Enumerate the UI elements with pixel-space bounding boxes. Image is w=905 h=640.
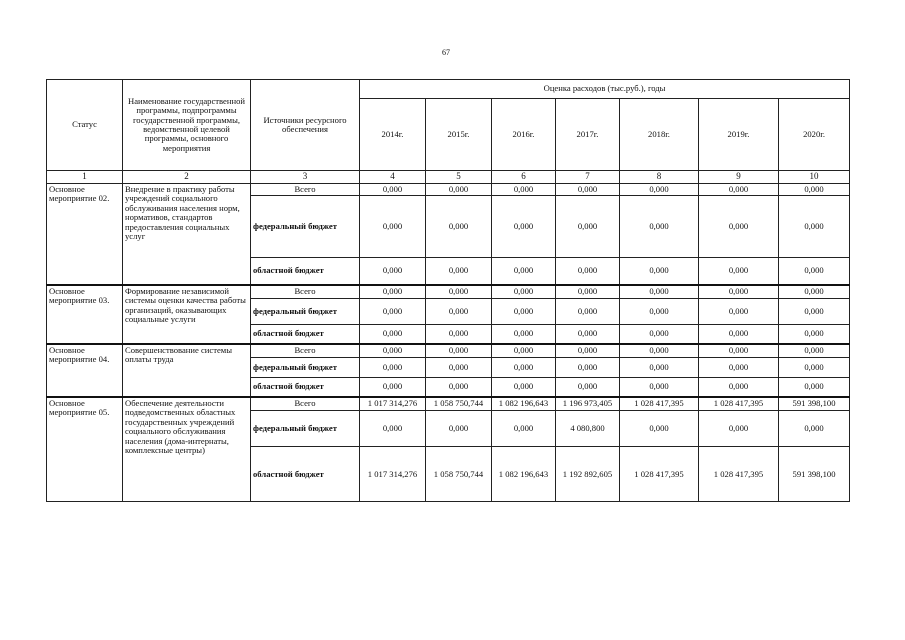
- value-cell: 1 028 417,395: [699, 447, 779, 502]
- value-cell: 0,000: [426, 358, 492, 378]
- column-index: 3: [251, 171, 360, 184]
- value-cell: 0,000: [556, 378, 620, 397]
- program-name-cell: Совершенствование системы оплаты труда: [123, 344, 251, 397]
- value-cell: 0,000: [556, 358, 620, 378]
- value-cell: 0,000: [620, 285, 699, 299]
- header-year: 2015г.: [426, 99, 492, 171]
- value-cell: 0,000: [360, 344, 426, 358]
- column-index: 8: [620, 171, 699, 184]
- column-index: 5: [426, 171, 492, 184]
- value-cell: 1 082 196,643: [492, 447, 556, 502]
- value-cell: 0,000: [556, 183, 620, 195]
- value-cell: 0,000: [620, 183, 699, 195]
- value-cell: 1 017 314,276: [360, 397, 426, 411]
- value-cell: 0,000: [779, 358, 850, 378]
- value-cell: 0,000: [620, 411, 699, 447]
- value-cell: 0,000: [699, 183, 779, 195]
- value-cell: 0,000: [556, 325, 620, 344]
- value-cell: 0,000: [360, 358, 426, 378]
- value-cell: 4 080,800: [556, 411, 620, 447]
- status-cell: Основное мероприятие 03.: [47, 285, 123, 344]
- header-year: 2018г.: [620, 99, 699, 171]
- status-cell: Основное мероприятие 02.: [47, 183, 123, 284]
- program-name-cell: Обеспечение деятельности подведомственных областных государственных учреждений социального обслуживания населения (дома-интернаты, комплексные центры): [123, 397, 251, 502]
- source-cell: федеральный бюджет: [251, 358, 360, 378]
- value-cell: 0,000: [426, 411, 492, 447]
- budget-table: [46, 79, 850, 502]
- value-cell: 1 028 417,395: [699, 397, 779, 411]
- value-cell: 1 082 196,643: [492, 397, 556, 411]
- value-cell: 1 058 750,744: [426, 397, 492, 411]
- value-cell: 0,000: [779, 183, 850, 195]
- value-cell: 1 028 417,395: [620, 447, 699, 502]
- value-cell: 0,000: [779, 411, 850, 447]
- value-cell: 0,000: [779, 196, 850, 258]
- source-cell: Всего: [251, 344, 360, 358]
- value-cell: 0,000: [556, 299, 620, 325]
- value-cell: 0,000: [360, 411, 426, 447]
- value-cell: 0,000: [426, 344, 492, 358]
- value-cell: 0,000: [556, 344, 620, 358]
- value-cell: 1 058 750,744: [426, 447, 492, 502]
- header-year: 2017г.: [556, 99, 620, 171]
- source-cell: областной бюджет: [251, 447, 360, 502]
- source-cell: федеральный бюджет: [251, 196, 360, 258]
- value-cell: 0,000: [492, 196, 556, 258]
- header-sources: Источники ресурсного обеспечения: [251, 80, 360, 171]
- column-index: 4: [360, 171, 426, 184]
- status-cell: Основное мероприятие 04.: [47, 344, 123, 397]
- value-cell: 0,000: [699, 285, 779, 299]
- value-cell: 1 192 892,605: [556, 447, 620, 502]
- value-cell: 0,000: [779, 299, 850, 325]
- value-cell: 0,000: [620, 344, 699, 358]
- value-cell: 0,000: [699, 411, 779, 447]
- value-cell: 0,000: [699, 378, 779, 397]
- source-cell: Всего: [251, 183, 360, 195]
- source-cell: областной бюджет: [251, 258, 360, 285]
- header-program-name: Наименование государственной программы, подпрограммы государственной программы, ведомственной целевой программы, основного мероприятия: [123, 80, 251, 171]
- header-costs: Оценка расходов (тыс.руб.), годы: [360, 80, 850, 99]
- value-cell: 1 196 973,405: [556, 397, 620, 411]
- source-cell: областной бюджет: [251, 325, 360, 344]
- value-cell: 0,000: [779, 378, 850, 397]
- value-cell: 0,000: [360, 183, 426, 195]
- column-index: 1: [47, 171, 123, 184]
- value-cell: 1 028 417,395: [620, 397, 699, 411]
- value-cell: 0,000: [492, 183, 556, 195]
- value-cell: 0,000: [556, 196, 620, 258]
- value-cell: 0,000: [779, 258, 850, 285]
- value-cell: 0,000: [492, 411, 556, 447]
- value-cell: 0,000: [620, 299, 699, 325]
- value-cell: 0,000: [426, 285, 492, 299]
- value-cell: 0,000: [492, 258, 556, 285]
- value-cell: 0,000: [426, 299, 492, 325]
- value-cell: 591 398,100: [779, 397, 850, 411]
- table-row: [47, 183, 850, 195]
- value-cell: 0,000: [426, 183, 492, 195]
- table-row: [47, 285, 850, 299]
- value-cell: 0,000: [492, 285, 556, 299]
- value-cell: 0,000: [620, 378, 699, 397]
- column-index: 7: [556, 171, 620, 184]
- source-cell: Всего: [251, 397, 360, 411]
- value-cell: 0,000: [620, 196, 699, 258]
- source-cell: федеральный бюджет: [251, 411, 360, 447]
- value-cell: 0,000: [699, 299, 779, 325]
- header-year: 2020г.: [779, 99, 850, 171]
- value-cell: 0,000: [492, 378, 556, 397]
- value-cell: 0,000: [426, 378, 492, 397]
- source-cell: Всего: [251, 285, 360, 299]
- program-name-cell: Внедрение в практику работы учреждений социального обслуживания населения норм, нормативов, стандартов предоставления социальных услуг: [123, 183, 251, 284]
- source-cell: областной бюджет: [251, 378, 360, 397]
- value-cell: 0,000: [492, 344, 556, 358]
- value-cell: 0,000: [620, 258, 699, 285]
- value-cell: 0,000: [492, 358, 556, 378]
- value-cell: 0,000: [360, 258, 426, 285]
- value-cell: 0,000: [699, 344, 779, 358]
- status-cell: Основное мероприятие 05.: [47, 397, 123, 502]
- column-index: 6: [492, 171, 556, 184]
- value-cell: 0,000: [360, 299, 426, 325]
- value-cell: 0,000: [699, 358, 779, 378]
- value-cell: 0,000: [426, 258, 492, 285]
- header-status: Статус: [47, 80, 123, 171]
- column-index: 9: [699, 171, 779, 184]
- value-cell: 0,000: [426, 325, 492, 344]
- header-year: 2014г.: [360, 99, 426, 171]
- header-year: 2016г.: [492, 99, 556, 171]
- value-cell: 0,000: [779, 325, 850, 344]
- value-cell: 0,000: [360, 285, 426, 299]
- value-cell: 0,000: [360, 325, 426, 344]
- table-row: [47, 344, 850, 358]
- value-cell: 0,000: [360, 196, 426, 258]
- value-cell: 0,000: [779, 285, 850, 299]
- value-cell: 0,000: [556, 285, 620, 299]
- column-index: 2: [123, 171, 251, 184]
- program-name-cell: Формирование независимой системы оценки качества работы организаций, оказывающих социальные услуги: [123, 285, 251, 344]
- value-cell: 591 398,100: [779, 447, 850, 502]
- value-cell: 0,000: [556, 258, 620, 285]
- column-index: 10: [779, 171, 850, 184]
- source-cell: федеральный бюджет: [251, 299, 360, 325]
- value-cell: 0,000: [699, 258, 779, 285]
- value-cell: 0,000: [426, 196, 492, 258]
- value-cell: 0,000: [620, 358, 699, 378]
- value-cell: 0,000: [779, 344, 850, 358]
- header-year: 2019г.: [699, 99, 779, 171]
- value-cell: 0,000: [492, 299, 556, 325]
- table-row: [47, 397, 850, 411]
- value-cell: 0,000: [699, 325, 779, 344]
- value-cell: 0,000: [620, 325, 699, 344]
- column-index-row: [47, 171, 850, 184]
- page-number: 67: [442, 48, 450, 57]
- value-cell: 0,000: [492, 325, 556, 344]
- value-cell: 1 017 314,276: [360, 447, 426, 502]
- value-cell: 0,000: [699, 196, 779, 258]
- value-cell: 0,000: [360, 378, 426, 397]
